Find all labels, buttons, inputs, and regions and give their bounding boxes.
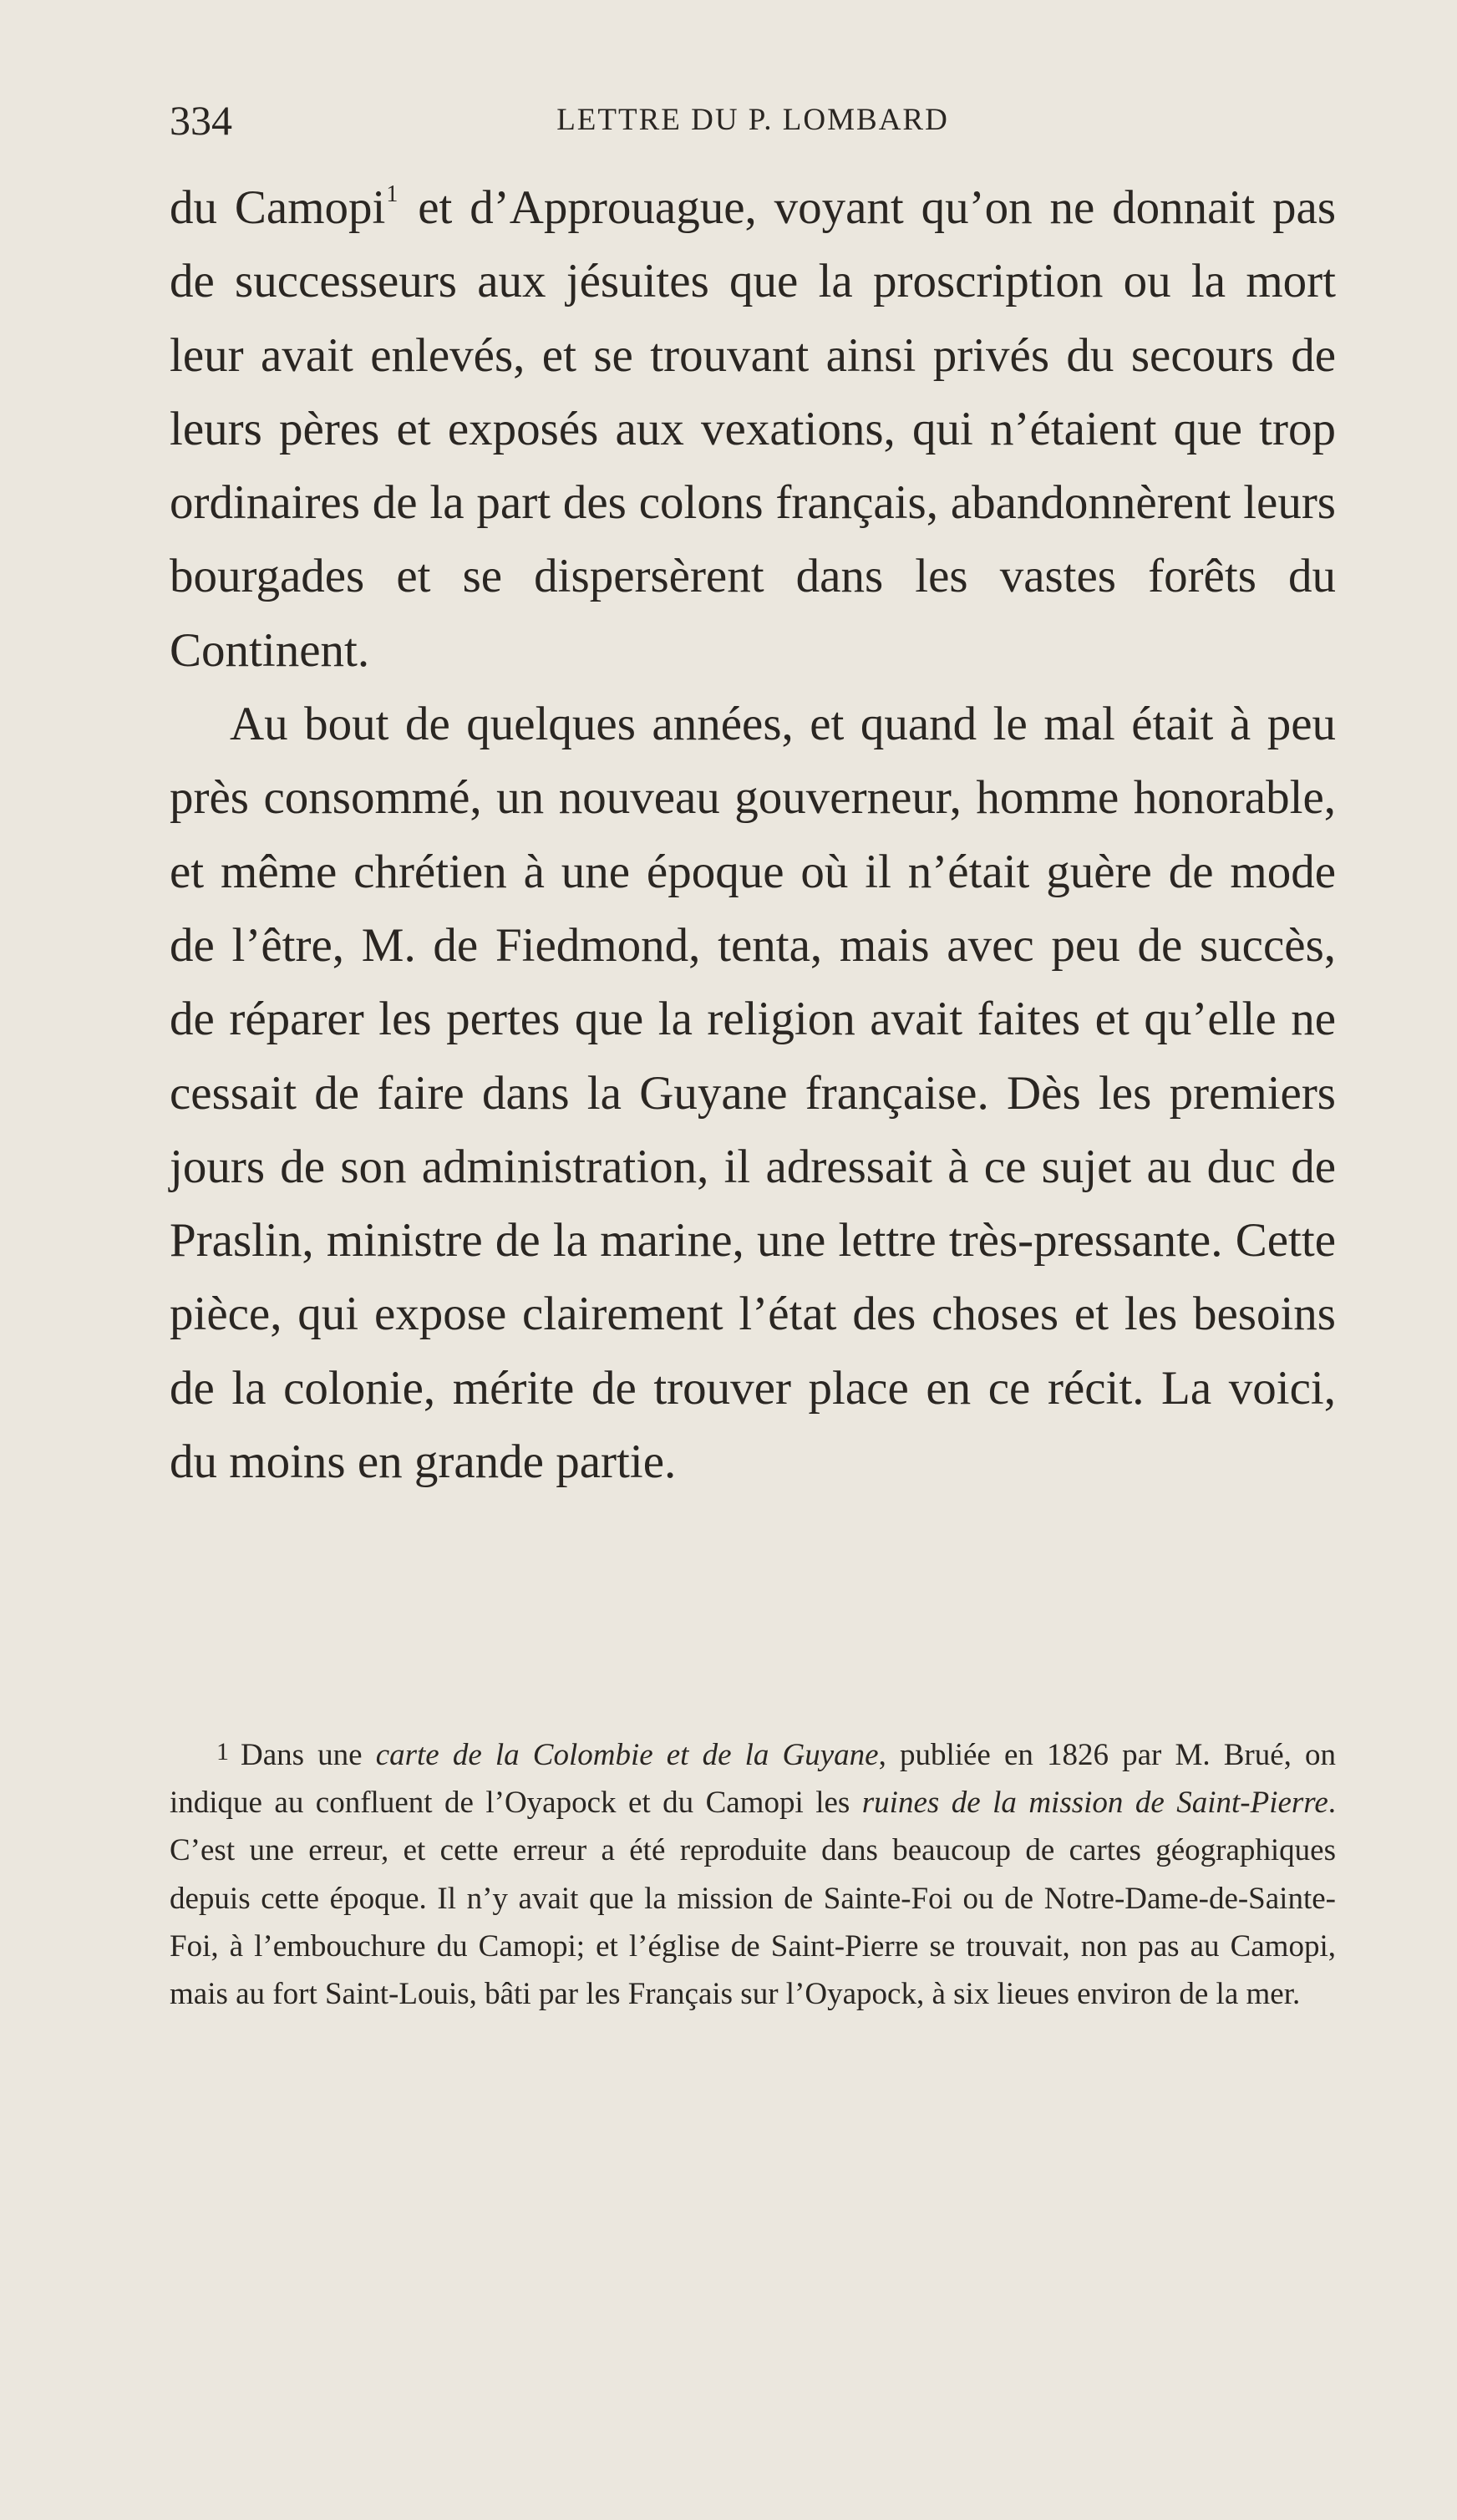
footnote-text-3: . C’est une erreur, et cette erreur a été reproduite dans beaucoup de cartes géographiques depuis cette époque. Il n’y avait que la mission de Sainte-Foi ou de Notre-Dame-de-Sainte-Foi, à l’embouchure du Camopi; et l’église de Saint-Pierre se trouvait, non pas au Camopi, mais au fort Saint-Louis, bâti par les Français sur l’Oyapock, à six lieues environ de la mer. [170, 1786, 1337, 2012]
paragraph-1-rest: et d’Approuague, voyant qu’on ne donnait pas de successeurs aux jésuites que la proscription ou la mort leur avait enlevés, et se trouvant ainsi privés du secours de leurs pères et exposés aux vexations, qui n’étaient que trop ordinaires de la part des colons français, abandonnèrent leurs bourgades et se dispersèrent dans les vastes forêts du Continent. [170, 181, 1336, 677]
footnote-text-1: Dans une [241, 1738, 376, 1772]
main-text [170, 171, 1336, 1499]
paragraph-1 [170, 171, 1336, 688]
paragraph-2: Au bout de quelques années, et quand le mal était à peu près consommé, un nouveau gouverneur, homme honorable, et même chrétien à une époque où il n’était guère de mode de l’être, M. de Fiedmond, tenta, mais avec peu de succès, de réparer les pertes que la religion avait faites et qu’elle ne cessait de faire dans la Guyane française. Dès les premiers jours de son administration, il adressait à ce sujet au duc de Praslin, ministre de la marine, une lettre très-pressante. Cette pièce, qui expose clairement l’état des choses et les besoins de la colonie, mérite de trouver place en ce récit. La voici, du moins en grande partie. [170, 698, 1336, 1489]
page-number: 334 [170, 97, 232, 144]
footnote-text-2: , publiée en 1826 par M. Brué, on indique au confluent de l’Oyapock et du Camopi les [170, 1738, 1337, 1821]
footnote [170, 1728, 1336, 2018]
running-title: LETTRE DU P. LOMBARD [556, 103, 949, 137]
paragraph-1-start: du Camopi [170, 181, 386, 234]
footnote-number: 1 [216, 1738, 229, 1766]
footnote-reference: 1 [386, 181, 399, 207]
footnote-italic-map-title: carte de la Colombie et de la Guyane [375, 1738, 879, 1772]
page-header [170, 95, 1336, 145]
footnote-italic-ruins: ruines de la mission de Saint-Pierre [861, 1786, 1328, 1821]
